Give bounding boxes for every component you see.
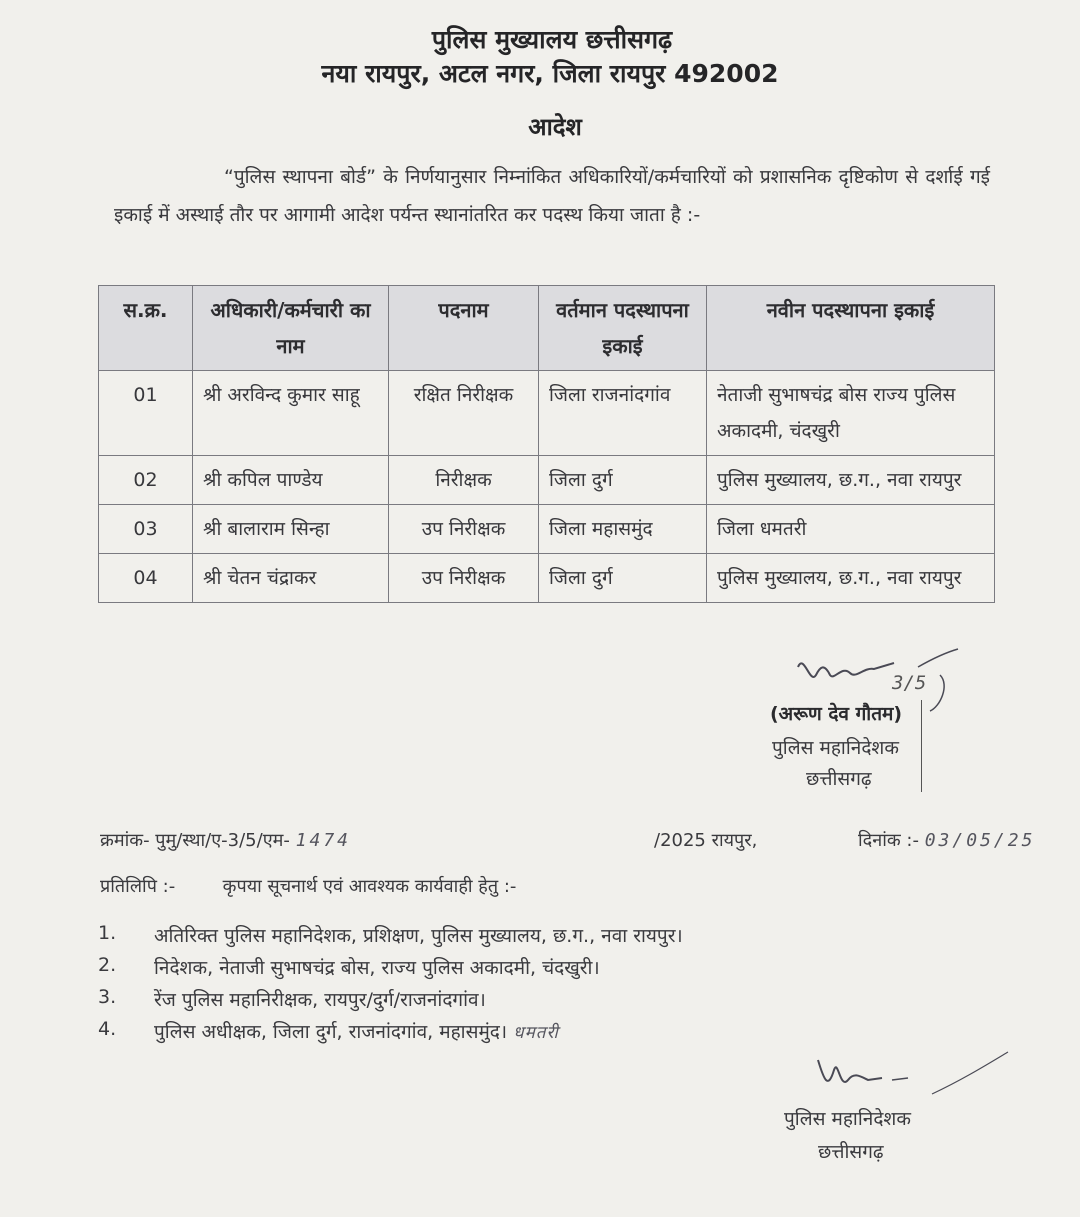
list-item-text: निदेशक, नेताजी सुभाषचंद्र बोस, राज्य पुलिस अकादमी, चंदखुरी।	[154, 957, 600, 979]
signatory-name: (अरूण देव गौतम)	[770, 703, 903, 725]
table-row	[99, 456, 995, 505]
col-header-name: अधिकारी/कर्मचारी का नाम	[193, 286, 389, 371]
list-item-number: 4.	[98, 1018, 117, 1040]
footer-state: छत्तीसगढ़	[818, 1141, 884, 1163]
cell-name: श्री कपिल पाण्डेय	[193, 456, 389, 505]
list-item-text-wrap	[154, 1018, 559, 1044]
table-row	[99, 371, 995, 456]
col-header-sno: स.क्र.	[99, 286, 193, 371]
reference-date-handwritten: 03/05/25	[924, 830, 1036, 851]
signature-date-mark: 3/5	[892, 672, 927, 694]
cell-new-unit: नेताजी सुभाषचंद्र बोस राज्य पुलिस अकादमी, चंदखुरी	[707, 371, 995, 456]
cell-current-unit: जिला राजनांदगांव	[539, 371, 707, 456]
signatory-designation: पुलिस महानिदेशक	[772, 737, 899, 759]
signature-mark-bottom	[812, 1050, 1012, 1100]
cell-current-unit: जिला दुर्ग	[539, 456, 707, 505]
signature-divider	[921, 700, 922, 792]
signatory-state: छत्तीसगढ़	[806, 768, 872, 790]
reference-number-label: क्रमांक- पुमु/स्था/ए-3/5/एम-	[100, 830, 290, 851]
table-header-row	[99, 286, 995, 371]
col-header-designation: पदनाम	[389, 286, 539, 371]
cell-designation: निरीक्षक	[389, 456, 539, 505]
cell-name: श्री बालाराम सिन्हा	[193, 505, 389, 554]
cell-sno: 04	[99, 554, 193, 603]
cell-designation: उप निरीक्षक	[389, 554, 539, 603]
cell-sno: 03	[99, 505, 193, 554]
col-header-new-unit: नवीन पदस्थापना इकाई	[707, 286, 995, 371]
cell-new-unit: जिला धमतरी	[707, 505, 995, 554]
copy-label: प्रतिलिपि :-	[100, 876, 176, 897]
list-item-text: पुलिस अधीक्षक, जिला दुर्ग, राजनांदगांव, महासमुंद।	[154, 1021, 508, 1043]
intro-text: “पुलिस स्थापना बोर्ड” के निर्णयानुसार निम्नांकित अधिकारियों/कर्मचारियों को प्रशासनिक दृष्टिकोण से दर्शाई गई इकाई में अस्थाई तौर पर आगामी आदेश पर्यन्त स्थानांतरित कर पदस्थ किया जाता है :-	[114, 166, 990, 226]
reference-date-label: दिनांक :-	[858, 830, 919, 851]
table-row	[99, 505, 995, 554]
table-row	[99, 554, 995, 603]
order-title: आदेश	[528, 113, 582, 141]
cell-current-unit: जिला दुर्ग	[539, 554, 707, 603]
list-item-text: अतिरिक्त पुलिस महानिदेशक, प्रशिक्षण, पुलिस मुख्यालय, छ.ग., नवा रायपुर।	[154, 925, 683, 947]
footer-designation: पुलिस महानिदेशक	[784, 1108, 911, 1130]
cell-designation: उप निरीक्षक	[389, 505, 539, 554]
list-item-number: 1.	[98, 922, 117, 944]
cell-name: श्री चेतन चंद्राकर	[193, 554, 389, 603]
cell-new-unit: पुलिस मुख्यालय, छ.ग., नवा रायपुर	[707, 554, 995, 603]
reference-year-place: /2025 रायपुर,	[654, 830, 758, 851]
header-office-name: पुलिस मुख्यालय छत्तीसगढ़	[431, 25, 673, 54]
transfer-table	[98, 285, 995, 603]
cell-name: श्री अरविन्द कुमार साहू	[193, 371, 389, 456]
reference-date	[858, 828, 1035, 852]
cell-current-unit: जिला महासमुंद	[539, 505, 707, 554]
intro-paragraph	[114, 158, 990, 234]
list-item-number: 2.	[98, 954, 117, 976]
list-item-number: 3.	[98, 986, 117, 1008]
col-header-current-unit: वर्तमान पदस्थापना इकाई	[539, 286, 707, 371]
list-item-text: रेंज पुलिस महानिरीक्षक, रायपुर/दुर्ग/राजनांदगांव।	[154, 989, 486, 1011]
cell-sno: 02	[99, 456, 193, 505]
reference-number	[100, 828, 351, 852]
cell-designation: रक्षित निरीक्षक	[389, 371, 539, 456]
cell-new-unit: पुलिस मुख्यालय, छ.ग., नवा रायपुर	[707, 456, 995, 505]
cell-sno: 01	[99, 371, 193, 456]
reference-number-handwritten: 1474	[295, 830, 352, 851]
list-item-handwritten-note: धमतरी	[513, 1023, 559, 1043]
header-address: नया रायपुर, अटल नगर, जिला रायपुर 492002	[321, 59, 779, 88]
copy-text: कृपया सूचनार्थ एवं आवश्यक कार्यवाही हेतु :-	[222, 876, 517, 897]
copy-to-line	[100, 874, 516, 898]
